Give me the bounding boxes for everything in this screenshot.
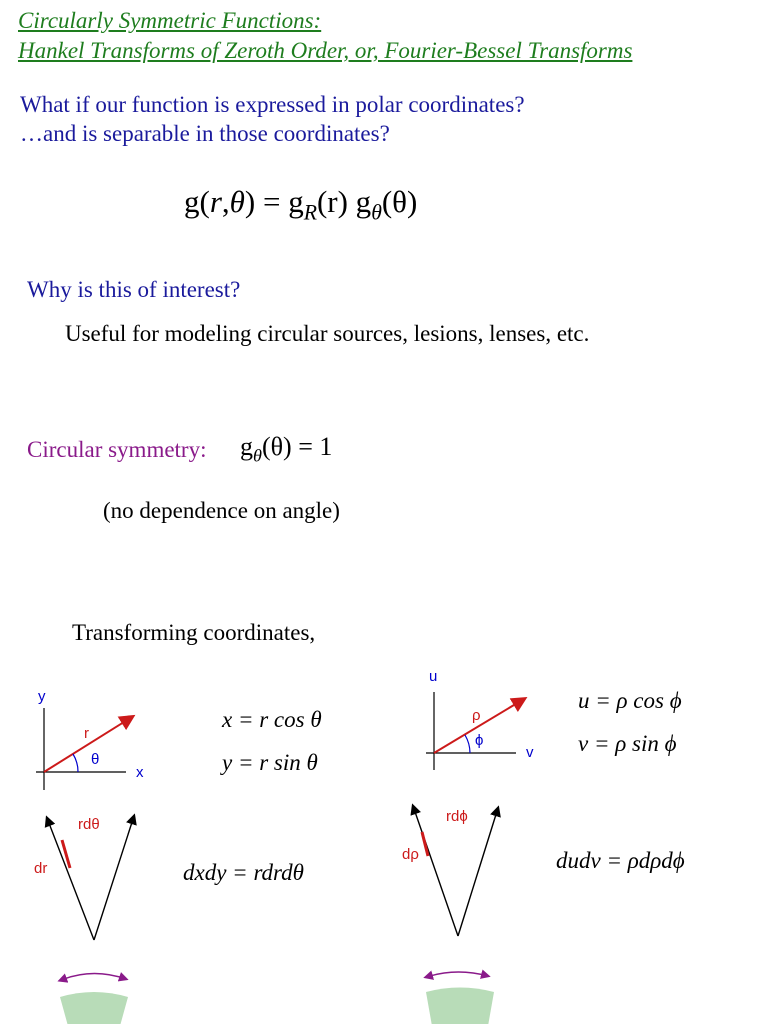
green-patch xyxy=(426,988,494,1024)
u-equation: u = ρ cos ϕ xyxy=(578,688,682,713)
symmetry-label: Circular symmetry: xyxy=(27,437,207,462)
v-left-arm xyxy=(413,806,458,936)
theta-arc xyxy=(73,754,78,772)
intro-line-2: …and is separable in those coordinates? xyxy=(20,121,390,146)
interest-answer: Useful for modeling circular sources, lesions, lenses, etc. xyxy=(65,321,590,346)
dtheta-arc-arrow xyxy=(64,974,126,980)
theta-label: θ xyxy=(91,751,100,768)
u-axis-label: u xyxy=(429,668,438,685)
xy-axes-diagram xyxy=(0,680,180,800)
xy-annular-patch xyxy=(50,962,140,1024)
transforming-label: Transforming coordinates, xyxy=(72,620,316,645)
separable-equation: $g(r,\theta) = g_R(r)$ $g_\theta(\theta)$ xyxy=(184,184,418,225)
v-right-arm xyxy=(458,808,498,936)
uv-axes-diagram xyxy=(400,680,580,790)
rdphi-label: rdϕ xyxy=(446,808,468,825)
rho-label: ρ xyxy=(472,707,481,724)
y-equation: y = r sin θ xyxy=(222,750,318,775)
symmetry-equation: $g_\theta(\theta) = 1$ xyxy=(240,432,333,466)
v-right-arm xyxy=(94,816,134,940)
v-left-arm xyxy=(47,818,94,940)
title-line-2: Hankel Transforms of Zeroth Order, or, Fourier-Bessel Transforms xyxy=(18,38,633,63)
dr-segment xyxy=(62,840,70,868)
v-equation: v = ρ sin ϕ xyxy=(578,731,677,756)
symmetry-note: (no dependence on angle) xyxy=(103,498,340,523)
uv-annular-patch xyxy=(418,962,508,1024)
v-axis-label: v xyxy=(526,744,534,761)
interest-question: Why is this of interest? xyxy=(27,277,241,302)
dxdy-equation: dxdy = rdrdθ xyxy=(183,860,304,885)
phi-label: ϕ xyxy=(475,732,484,749)
drho-segment xyxy=(422,832,428,856)
phi-arc xyxy=(465,735,470,753)
drho-label: dρ xyxy=(402,846,419,863)
intro-line-1: What if our function is expressed in polar coordinates? xyxy=(20,92,525,117)
green-patch xyxy=(60,992,128,1024)
title-line-1: Circularly Symmetric Functions: xyxy=(18,8,322,33)
x-equation: x = r cos θ xyxy=(222,707,322,732)
dr-label: dr xyxy=(34,860,48,877)
dphi-arc-arrow xyxy=(430,972,488,976)
rdtheta-label: rdθ xyxy=(78,816,100,833)
y-axis-label: y xyxy=(38,688,46,705)
r-label: r xyxy=(84,725,89,742)
dudv-equation: dudv = ρdρdϕ xyxy=(556,848,685,873)
x-axis-label: x xyxy=(136,764,144,781)
